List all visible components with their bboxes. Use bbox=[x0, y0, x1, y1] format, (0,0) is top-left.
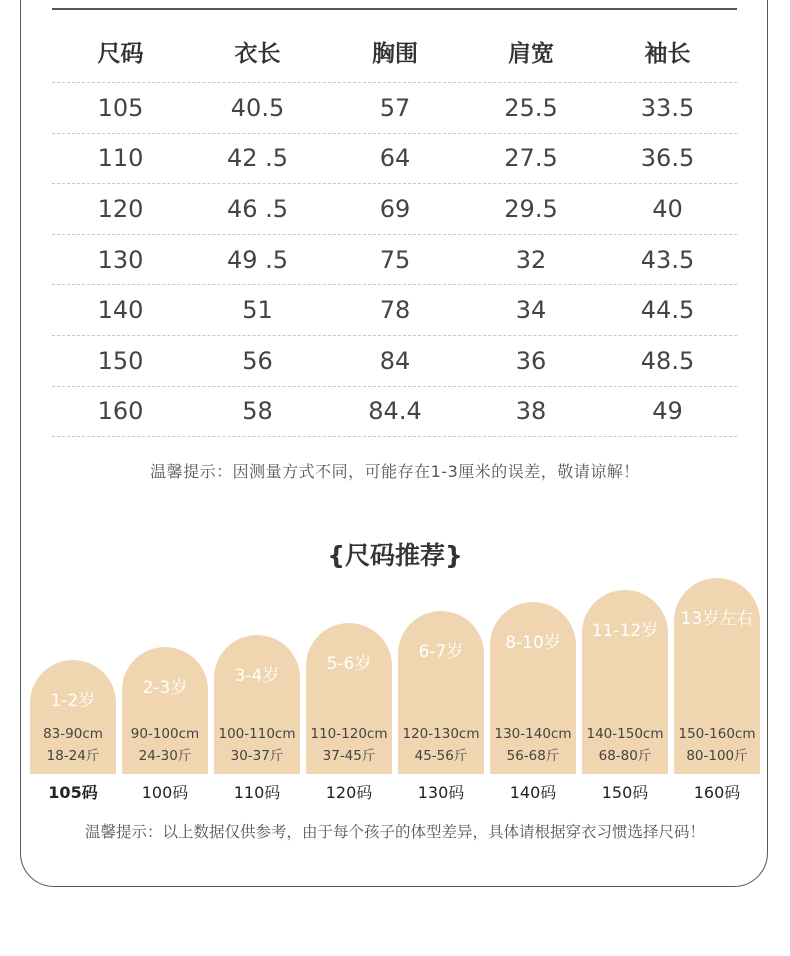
age-label: 6-7岁 bbox=[418, 642, 464, 662]
table-cell: 105 bbox=[97, 93, 144, 122]
table-cell: 57 bbox=[379, 93, 411, 122]
table-cell: 29.5 bbox=[504, 194, 558, 223]
table-cell: 40 bbox=[652, 194, 683, 223]
table-row bbox=[52, 285, 737, 336]
recommend-title: {尺码推荐} bbox=[327, 541, 463, 570]
height-range: 83-90cm bbox=[43, 726, 103, 742]
reference-note: 温馨提示：以上数据仅供参考，由于每个孩子的体型差异，具体请根据穿衣习惯选择尺码！ bbox=[84, 823, 705, 841]
size-code: 110码 bbox=[233, 783, 281, 802]
top-divider bbox=[52, 8, 737, 10]
weight-range: 68-80斤 bbox=[598, 748, 652, 764]
table-cell: 51 bbox=[242, 296, 273, 325]
table-cell: 42 .5 bbox=[226, 144, 289, 173]
table-cell: 43.5 bbox=[640, 245, 695, 274]
weight-range: 80-100斤 bbox=[686, 748, 748, 764]
age-card-4 bbox=[306, 623, 392, 774]
size-code: 130码 bbox=[417, 783, 465, 802]
age-label: 2-3岁 bbox=[142, 678, 188, 698]
table-row bbox=[52, 235, 737, 286]
size-code: 100码 bbox=[141, 783, 189, 802]
weight-range: 56-68斤 bbox=[506, 748, 560, 764]
table-cell: 48.5 bbox=[640, 346, 695, 375]
age-label: 3-4岁 bbox=[234, 666, 280, 686]
age-card-8 bbox=[674, 578, 760, 774]
table-cell: 49 bbox=[652, 397, 683, 426]
table-cell: 36 bbox=[515, 346, 547, 375]
table-cell: 34 bbox=[515, 296, 547, 325]
table-cell: 64 bbox=[379, 144, 411, 173]
weight-range: 18-24斤 bbox=[46, 748, 100, 764]
height-range: 150-160cm bbox=[678, 726, 756, 742]
age-card-6 bbox=[490, 602, 576, 774]
table-cell: 44.5 bbox=[640, 296, 695, 325]
header-size: 尺码 bbox=[97, 40, 144, 67]
table-cell: 150 bbox=[97, 346, 144, 375]
size-code: 140码 bbox=[509, 783, 557, 802]
table-cell: 140 bbox=[97, 296, 144, 325]
header-sleeve: 袖长 bbox=[644, 40, 691, 67]
size-code: 105码 bbox=[48, 783, 98, 802]
table-row bbox=[52, 134, 737, 185]
age-label: 8-10岁 bbox=[505, 633, 561, 653]
table-cell: 32 bbox=[515, 245, 547, 274]
age-label: 5-6岁 bbox=[326, 654, 372, 674]
height-range: 130-140cm bbox=[494, 726, 572, 742]
size-code: 120码 bbox=[325, 783, 373, 802]
size-code: 150码 bbox=[601, 783, 649, 802]
table-row bbox=[52, 83, 737, 134]
table-cell: 36.5 bbox=[640, 144, 695, 173]
table-header-row bbox=[52, 20, 737, 83]
table-cell: 40.5 bbox=[230, 93, 285, 122]
height-range: 110-120cm bbox=[310, 726, 388, 742]
weight-range: 45-56斤 bbox=[414, 748, 468, 764]
height-range: 90-100cm bbox=[130, 726, 200, 742]
table-cell: 160 bbox=[97, 397, 144, 426]
table-cell: 84 bbox=[379, 346, 411, 375]
table-row bbox=[52, 336, 737, 387]
weight-range: 24-30斤 bbox=[138, 748, 192, 764]
table-cell: 27.5 bbox=[504, 144, 558, 173]
weight-range: 37-45斤 bbox=[322, 748, 376, 764]
table-cell: 84.4 bbox=[368, 397, 422, 426]
age-label: 1-2岁 bbox=[50, 691, 96, 711]
table-cell: 120 bbox=[97, 194, 144, 223]
age-card-1 bbox=[30, 660, 116, 774]
size-code: 160码 bbox=[693, 783, 741, 802]
measurement-note: 温馨提示：因测量方式不同，可能存在1-3厘米的误差，敬请谅解！ bbox=[150, 462, 640, 481]
age-card-7 bbox=[582, 590, 668, 774]
table-cell: 33.5 bbox=[640, 93, 695, 122]
header-chest: 胸围 bbox=[372, 40, 418, 67]
header-shoulder: 肩宽 bbox=[508, 40, 554, 67]
size-table bbox=[52, 20, 737, 437]
table-cell: 110 bbox=[97, 144, 144, 173]
height-range: 140-150cm bbox=[586, 726, 664, 742]
table-cell: 75 bbox=[379, 245, 411, 274]
age-label: 11-12岁 bbox=[591, 621, 659, 641]
table-cell: 46 .5 bbox=[226, 194, 289, 223]
height-range: 120-130cm bbox=[402, 726, 480, 742]
table-cell: 25.5 bbox=[504, 93, 558, 122]
table-row bbox=[52, 184, 737, 235]
age-label: 13岁左右 bbox=[680, 609, 754, 629]
table-cell: 58 bbox=[242, 397, 273, 426]
table-cell: 38 bbox=[515, 397, 547, 426]
table-cell: 130 bbox=[97, 245, 144, 274]
table-cell: 78 bbox=[379, 296, 411, 325]
table-cell: 49 .5 bbox=[226, 245, 289, 274]
table-cell: 69 bbox=[379, 194, 411, 223]
height-range: 100-110cm bbox=[218, 726, 296, 742]
age-card-5 bbox=[398, 611, 484, 774]
header-length: 衣长 bbox=[234, 40, 281, 67]
table-cell: 56 bbox=[242, 346, 273, 375]
age-card-2 bbox=[122, 647, 208, 774]
weight-range: 30-37斤 bbox=[230, 748, 284, 764]
table-row bbox=[52, 387, 737, 438]
age-card-3 bbox=[214, 635, 300, 774]
